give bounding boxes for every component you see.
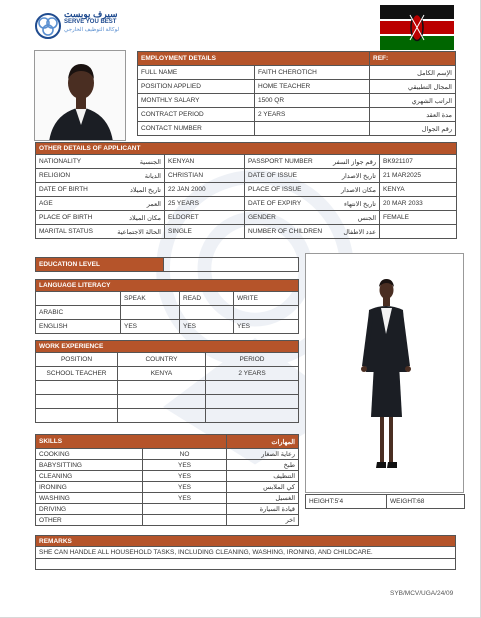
age-value: 25 YEARS xyxy=(165,197,245,211)
applicant-portrait-photo xyxy=(34,50,126,141)
skill-cleaning-label-ar: التنظيف xyxy=(227,471,299,482)
date-of-issue-label: DATE OF ISSUE xyxy=(248,171,297,179)
skill-other-label: OTHER xyxy=(36,515,143,526)
experience-country xyxy=(118,395,206,409)
document-code: SYB/MCV/UGA/24/09 xyxy=(390,590,454,597)
experience-period xyxy=(206,409,299,423)
table-row xyxy=(36,460,299,471)
col-header-write: WRITE xyxy=(234,292,299,306)
religion-value: CHRISTIAN xyxy=(165,169,245,183)
table-row xyxy=(36,493,299,504)
employment-details-table xyxy=(137,51,456,136)
education-level-value xyxy=(164,258,299,272)
full-name-label-ar: الإسم الكامل xyxy=(370,66,456,80)
full-name-value: FAITH CHEROTICH xyxy=(255,66,370,80)
experience-country: KENYA xyxy=(118,367,206,381)
passport-number-label-ar: رقم جواز السفر xyxy=(333,158,376,166)
nationality-label-ar: الجنسية xyxy=(139,158,161,166)
skills-table xyxy=(35,434,299,526)
table-row xyxy=(306,495,465,509)
skill-cooking-label: COOKING xyxy=(36,449,143,460)
experience-period xyxy=(206,395,299,409)
table-row xyxy=(36,395,299,409)
skill-washing-value: YES xyxy=(143,493,227,504)
table-row xyxy=(36,353,299,367)
place-of-birth-label-ar: مكان الميلاد xyxy=(129,214,161,222)
experience-position xyxy=(36,395,118,409)
skill-ironing-value: YES xyxy=(143,482,227,493)
portrait-figure-icon xyxy=(35,51,126,141)
religion-label-ar: الديانة xyxy=(144,172,161,180)
monthly-salary-label: MONTHLY SALARY xyxy=(138,94,255,108)
contact-number-value xyxy=(255,122,370,136)
date-of-birth-label: DATE OF BIRTH xyxy=(39,185,88,193)
table-row xyxy=(36,381,299,395)
language-literacy-header: LANGUAGE LITERACY xyxy=(36,280,299,292)
experience-position xyxy=(36,381,118,395)
logo-tagline: لوكالة التوظيف الخارجي xyxy=(64,27,119,33)
place-of-issue-label: PLACE OF ISSUE xyxy=(248,185,302,193)
place-of-issue-label-ar: مكان الاصدار xyxy=(340,186,376,194)
position-applied-label: POSITION APPLIED xyxy=(138,80,255,94)
table-row xyxy=(36,449,299,460)
table-row xyxy=(36,197,457,211)
contact-number-label-ar: رقم الجوال xyxy=(370,122,456,136)
gender-value: FEMALE xyxy=(380,211,457,225)
logo-arabic-name: سيرف يوبست xyxy=(64,9,118,19)
table-row xyxy=(36,306,299,320)
position-applied-value: HOME TEACHER xyxy=(255,80,370,94)
passport-number-label: PASSPORT NUMBER xyxy=(248,157,313,165)
monthly-salary-label-ar: الراتب الشهري xyxy=(370,94,456,108)
skill-other-label-ar: اخر xyxy=(227,515,299,526)
table-row xyxy=(36,409,299,423)
skill-ironing-label: IRONING xyxy=(36,482,143,493)
date-of-issue-value: 21 MAR2025 xyxy=(380,169,457,183)
physical-stats-table xyxy=(305,494,465,509)
table-row xyxy=(36,559,456,570)
passport-number-value: BK921107 xyxy=(380,155,457,169)
col-header-read: READ xyxy=(180,292,234,306)
place-of-issue-value: KENYA xyxy=(380,183,457,197)
english-speak: YES xyxy=(121,320,180,334)
remarks-table xyxy=(35,535,456,570)
table-row xyxy=(138,66,456,80)
table-row xyxy=(36,211,457,225)
table-row xyxy=(36,547,456,559)
place-of-birth-value: ELDORET xyxy=(165,211,245,225)
table-row xyxy=(36,225,457,239)
full-body-figure-icon xyxy=(306,254,464,493)
nationality-label: NATIONALITY xyxy=(39,157,82,165)
skills-header: SKILLS xyxy=(36,435,227,449)
language-literacy-table xyxy=(35,279,299,334)
col-header-period: PERIOD xyxy=(206,353,299,367)
skill-cleaning-label: CLEANING xyxy=(36,471,143,482)
religion-label: RELIGION xyxy=(39,171,71,179)
table-row xyxy=(36,169,457,183)
marital-status-label-ar: الحالة الاجتماعية xyxy=(117,228,161,236)
table-row xyxy=(36,482,299,493)
work-experience-table xyxy=(35,340,299,423)
skill-cooking-value: NO xyxy=(143,449,227,460)
english-read: YES xyxy=(180,320,234,334)
place-of-birth-label: PLACE OF BIRTH xyxy=(39,213,93,221)
work-experience-header: WORK EXPERIENCE xyxy=(36,341,299,353)
table-row xyxy=(138,80,456,94)
language-arabic: ARABIC xyxy=(36,306,121,320)
skill-cleaning-value: YES xyxy=(143,471,227,482)
skill-cooking-label-ar: رعاية الصغار xyxy=(227,449,299,460)
skill-washing-label-ar: الغسيل xyxy=(227,493,299,504)
date-of-expiry-value: 20 MAR 2033 xyxy=(380,197,457,211)
company-logo xyxy=(34,10,126,44)
date-of-birth-label-ar: تاريخ الميلاد xyxy=(129,186,161,194)
table-row xyxy=(138,94,456,108)
date-of-expiry-label-ar: تاريخ الانتهاء xyxy=(343,200,376,208)
applicant-details-table xyxy=(35,142,457,239)
logo-brand-name: SERVE YOU BEST xyxy=(64,19,117,25)
skill-washing-label: WASHING xyxy=(36,493,143,504)
skill-driving-label-ar: قيادة السيارة xyxy=(227,504,299,515)
education-level-table xyxy=(35,257,299,272)
ref-label: REF: xyxy=(370,52,456,66)
contact-number-label: CONTACT NUMBER xyxy=(138,122,255,136)
marital-status-value: SINGLE xyxy=(165,225,245,239)
col-header-country: COUNTRY xyxy=(118,353,206,367)
skill-babysitting-value: YES xyxy=(143,460,227,471)
arabic-write xyxy=(234,306,299,320)
skills-header-ar: المهارات xyxy=(227,435,299,449)
english-write: YES xyxy=(234,320,299,334)
experience-period xyxy=(206,381,299,395)
monthly-salary-value: 1500 QR xyxy=(255,94,370,108)
kenya-flag-icon xyxy=(380,5,454,50)
skill-ironing-label-ar: كي الملابس xyxy=(227,482,299,493)
experience-position: SCHOOL TEACHER xyxy=(36,367,118,381)
remarks-header: REMARKS xyxy=(36,536,456,547)
experience-country xyxy=(118,381,206,395)
skill-babysitting-label: BABYSITTING xyxy=(36,460,143,471)
date-of-issue-label-ar: تاريخ الاصدار xyxy=(341,172,376,180)
number-of-children-label-ar: عدد الاطفال xyxy=(343,228,376,236)
weight-value: WEIGHT:68 xyxy=(387,495,465,509)
applicant-details-header: OTHER DETAILS OF APPLICANT xyxy=(36,143,457,155)
table-row xyxy=(36,515,299,526)
date-of-birth-value: 22 JAN 2000 xyxy=(165,183,245,197)
height-value: HEIGHT:5'4 xyxy=(306,495,387,509)
table-row xyxy=(36,292,299,306)
remarks-text: SHE CAN HANDLE ALL HOUSEHOLD TASKS, INCLUDING CLEANING, WASHING, IRONING, AND CHILDCARE. xyxy=(36,547,456,559)
experience-position xyxy=(36,409,118,423)
contract-period-label-ar: مدة العقد xyxy=(370,108,456,122)
col-header-speak: SPEAK xyxy=(121,292,180,306)
number-of-children-value xyxy=(380,225,457,239)
arabic-read xyxy=(180,306,234,320)
skill-driving-value xyxy=(143,504,227,515)
col-header-position: POSITION xyxy=(36,353,118,367)
applicant-full-body-photo xyxy=(305,253,464,493)
remarks-blank-line xyxy=(36,559,456,570)
logo-emblem-icon xyxy=(34,12,62,40)
employment-details-header: EMPLOYMENT DETAILS xyxy=(138,52,370,66)
age-label-ar: العمر xyxy=(146,200,161,208)
age-label: AGE xyxy=(39,199,53,207)
table-row xyxy=(36,320,299,334)
table-row xyxy=(36,367,299,381)
table-row xyxy=(36,155,457,169)
language-english: ENGLISH xyxy=(36,320,121,334)
contract-period-value: 2 YEARS xyxy=(255,108,370,122)
nationality-value: KENYAN xyxy=(165,155,245,169)
table-row xyxy=(138,122,456,136)
language-col-blank xyxy=(36,292,121,306)
table-row xyxy=(36,504,299,515)
table-row xyxy=(36,183,457,197)
contract-period-label: CONTRACT PERIOD xyxy=(138,108,255,122)
arabic-speak xyxy=(121,306,180,320)
skill-driving-label: DRIVING xyxy=(36,504,143,515)
skill-babysitting-label-ar: طبخ xyxy=(227,460,299,471)
gender-label: GENDER xyxy=(248,213,276,221)
position-applied-label-ar: المجال التطبيقي xyxy=(370,80,456,94)
full-name-label: FULL NAME xyxy=(138,66,255,80)
table-row xyxy=(138,108,456,122)
table-row xyxy=(36,471,299,482)
education-level-header: EDUCATION LEVEL xyxy=(36,258,164,272)
marital-status-label: MARITAL STATUS xyxy=(39,227,93,235)
experience-period: 2 YEARS xyxy=(206,367,299,381)
skill-other-value xyxy=(143,515,227,526)
gender-label-ar: الجنس xyxy=(357,214,376,222)
experience-country xyxy=(118,409,206,423)
number-of-children-label: NUMBER OF CHILDREN xyxy=(248,227,323,235)
date-of-expiry-label: DATE OF EXPIRY xyxy=(248,199,302,207)
